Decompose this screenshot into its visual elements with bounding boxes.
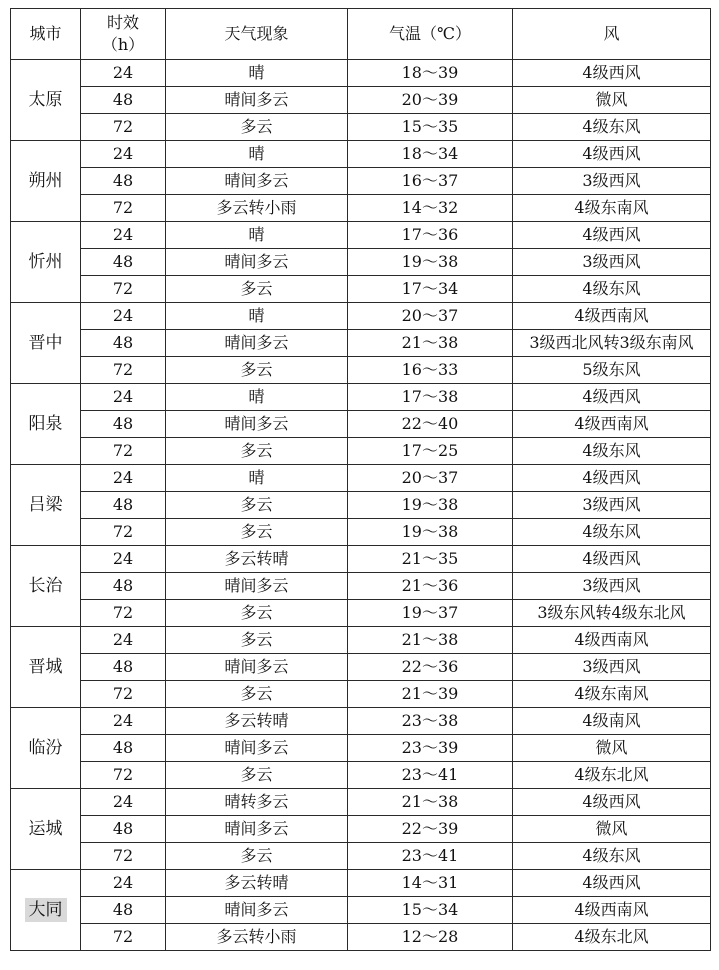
temperature-cell: 19～38 (348, 249, 513, 276)
wind-cell: 3级西北风转3级东南风 (513, 330, 711, 357)
validity-cell: 48 (81, 168, 166, 195)
weather-cell: 晴间多云 (166, 573, 348, 600)
wind-cell: 4级东南风 (513, 681, 711, 708)
wind-cell: 4级东风 (513, 519, 711, 546)
temperature-cell: 23～41 (348, 843, 513, 870)
city-name-cell (11, 60, 81, 141)
city-name-cell (11, 546, 81, 627)
temperature-cell: 12～28 (348, 924, 513, 951)
temperature-cell: 22～36 (348, 654, 513, 681)
weather-cell: 晴间多云 (166, 654, 348, 681)
city-name: 晋城 (28, 657, 63, 677)
temperature-cell: 19～37 (348, 600, 513, 627)
validity-cell: 72 (81, 681, 166, 708)
table-row (11, 762, 711, 789)
temperature-cell: 21～38 (348, 330, 513, 357)
table-row (11, 654, 711, 681)
header-wind: 风 (513, 9, 711, 60)
weather-cell: 多云 (166, 681, 348, 708)
wind-cell: 4级西风 (513, 384, 711, 411)
forecast-body (11, 60, 711, 951)
city-name-cell (11, 789, 81, 870)
validity-cell: 48 (81, 411, 166, 438)
wind-cell: 4级东风 (513, 438, 711, 465)
header-weather: 天气现象 (166, 9, 348, 60)
weather-cell: 多云转小雨 (166, 195, 348, 222)
validity-cell: 24 (81, 708, 166, 735)
wind-cell: 4级西南风 (513, 411, 711, 438)
temperature-cell: 17～25 (348, 438, 513, 465)
validity-cell: 48 (81, 654, 166, 681)
table-row (11, 816, 711, 843)
temperature-cell: 18～39 (348, 60, 513, 87)
table-row (11, 627, 711, 654)
wind-cell: 3级西风 (513, 168, 711, 195)
temperature-cell: 16～33 (348, 357, 513, 384)
wind-cell: 微风 (513, 735, 711, 762)
wind-cell: 4级东北风 (513, 924, 711, 951)
temperature-cell: 15～34 (348, 897, 513, 924)
temperature-cell: 16～37 (348, 168, 513, 195)
weather-cell: 晴 (166, 465, 348, 492)
city-name: 临汾 (28, 738, 63, 758)
header-city: 城市 (11, 9, 81, 60)
header-validity (81, 9, 166, 60)
temperature-cell: 21～38 (348, 789, 513, 816)
wind-cell: 4级东风 (513, 843, 711, 870)
table-row (11, 924, 711, 951)
validity-cell: 24 (81, 627, 166, 654)
wind-cell: 4级东风 (513, 276, 711, 303)
city-name: 运城 (28, 819, 63, 839)
wind-cell: 4级西风 (513, 60, 711, 87)
weather-cell: 晴间多云 (166, 168, 348, 195)
forecast-table-wrapper (10, 8, 711, 951)
wind-cell: 4级西风 (513, 222, 711, 249)
city-name: 忻州 (28, 252, 63, 272)
city-name: 长治 (28, 576, 63, 596)
weather-cell: 多云转小雨 (166, 924, 348, 951)
table-row (11, 168, 711, 195)
temperature-cell: 20～37 (348, 465, 513, 492)
table-row (11, 330, 711, 357)
wind-cell: 4级西南风 (513, 627, 711, 654)
temperature-cell: 22～40 (348, 411, 513, 438)
table-row (11, 303, 711, 330)
weather-cell: 多云 (166, 357, 348, 384)
temperature-cell: 14～32 (348, 195, 513, 222)
table-row (11, 897, 711, 924)
wind-cell: 3级西风 (513, 492, 711, 519)
wind-cell: 3级西风 (513, 654, 711, 681)
wind-cell: 4级西风 (513, 789, 711, 816)
temperature-cell: 15～35 (348, 114, 513, 141)
weather-cell: 多云 (166, 762, 348, 789)
validity-cell: 72 (81, 438, 166, 465)
table-row (11, 384, 711, 411)
weather-cell: 多云 (166, 600, 348, 627)
city-name-cell (11, 384, 81, 465)
weather-cell: 晴转多云 (166, 789, 348, 816)
weather-cell: 晴 (166, 141, 348, 168)
validity-cell: 24 (81, 870, 166, 897)
validity-cell: 48 (81, 897, 166, 924)
validity-cell: 72 (81, 762, 166, 789)
header-validity-line1: 时效 (106, 13, 139, 32)
table-row (11, 573, 711, 600)
temperature-cell: 21～36 (348, 573, 513, 600)
table-row (11, 546, 711, 573)
wind-cell: 4级西南风 (513, 303, 711, 330)
validity-cell: 48 (81, 816, 166, 843)
weather-cell: 多云转晴 (166, 708, 348, 735)
wind-cell: 4级西风 (513, 465, 711, 492)
weather-cell: 晴间多云 (166, 816, 348, 843)
validity-cell: 24 (81, 546, 166, 573)
wind-cell: 3级西风 (513, 249, 711, 276)
wind-cell: 4级西风 (513, 546, 711, 573)
validity-cell: 72 (81, 843, 166, 870)
validity-cell: 24 (81, 60, 166, 87)
validity-cell: 72 (81, 600, 166, 627)
table-row (11, 114, 711, 141)
weather-cell: 晴 (166, 222, 348, 249)
city-name: 阳泉 (28, 414, 63, 434)
table-row (11, 789, 711, 816)
weather-cell: 多云转晴 (166, 546, 348, 573)
weather-cell: 晴间多云 (166, 411, 348, 438)
weather-cell: 多云转晴 (166, 870, 348, 897)
weather-cell: 多云 (166, 843, 348, 870)
table-row (11, 222, 711, 249)
weather-cell: 多云 (166, 438, 348, 465)
wind-cell: 4级东南风 (513, 195, 711, 222)
validity-cell: 72 (81, 357, 166, 384)
validity-cell: 24 (81, 384, 166, 411)
wind-cell: 4级西南风 (513, 897, 711, 924)
validity-cell: 48 (81, 87, 166, 114)
weather-cell: 晴 (166, 384, 348, 411)
temperature-cell: 17～34 (348, 276, 513, 303)
header-row (11, 9, 711, 60)
temperature-cell: 14～31 (348, 870, 513, 897)
temperature-cell: 21～39 (348, 681, 513, 708)
weather-cell: 多云 (166, 519, 348, 546)
validity-cell: 24 (81, 141, 166, 168)
temperature-cell: 21～38 (348, 627, 513, 654)
city-name-cell (11, 465, 81, 546)
table-row (11, 249, 711, 276)
wind-cell: 4级东北风 (513, 762, 711, 789)
wind-cell: 4级东风 (513, 114, 711, 141)
wind-cell: 3级东风转4级东北风 (513, 600, 711, 627)
table-row (11, 843, 711, 870)
weather-cell: 晴间多云 (166, 330, 348, 357)
temperature-cell: 19～38 (348, 492, 513, 519)
table-row (11, 735, 711, 762)
temperature-cell: 17～36 (348, 222, 513, 249)
city-name-cell (11, 303, 81, 384)
validity-cell: 72 (81, 114, 166, 141)
wind-cell: 4级西风 (513, 870, 711, 897)
city-name: 晋中 (28, 333, 63, 353)
table-row (11, 357, 711, 384)
table-row (11, 681, 711, 708)
weather-cell: 晴间多云 (166, 897, 348, 924)
table-row (11, 141, 711, 168)
table-row (11, 276, 711, 303)
table-row (11, 870, 711, 897)
temperature-cell: 21～35 (348, 546, 513, 573)
validity-cell: 48 (81, 735, 166, 762)
weather-cell: 晴间多云 (166, 87, 348, 114)
temperature-cell: 19～38 (348, 519, 513, 546)
table-row (11, 411, 711, 438)
table-row (11, 708, 711, 735)
validity-cell: 72 (81, 519, 166, 546)
weather-cell: 多云 (166, 627, 348, 654)
table-row (11, 195, 711, 222)
wind-cell: 3级西风 (513, 573, 711, 600)
validity-cell: 48 (81, 249, 166, 276)
wind-cell: 微风 (513, 87, 711, 114)
temperature-cell: 22～39 (348, 816, 513, 843)
weather-cell: 晴间多云 (166, 249, 348, 276)
validity-cell: 24 (81, 789, 166, 816)
temperature-cell: 20～37 (348, 303, 513, 330)
city-name: 吕梁 (28, 495, 63, 515)
table-row (11, 60, 711, 87)
header-validity-line2: （h） (101, 35, 145, 54)
validity-cell: 24 (81, 303, 166, 330)
temperature-cell: 18～34 (348, 141, 513, 168)
validity-cell: 72 (81, 276, 166, 303)
city-name: 太原 (28, 90, 63, 110)
validity-cell: 24 (81, 222, 166, 249)
temperature-cell: 23～39 (348, 735, 513, 762)
temperature-cell: 17～38 (348, 384, 513, 411)
weather-cell: 晴间多云 (166, 735, 348, 762)
validity-cell: 72 (81, 195, 166, 222)
weather-cell: 多云 (166, 114, 348, 141)
city-name-cell (11, 141, 81, 222)
table-row (11, 465, 711, 492)
weather-cell: 晴 (166, 60, 348, 87)
table-row (11, 87, 711, 114)
validity-cell: 72 (81, 924, 166, 951)
wind-cell: 微风 (513, 816, 711, 843)
city-name: 朔州 (28, 171, 63, 191)
validity-cell: 24 (81, 465, 166, 492)
weather-cell: 多云 (166, 492, 348, 519)
validity-cell: 48 (81, 330, 166, 357)
city-name-cell (11, 222, 81, 303)
validity-cell: 48 (81, 573, 166, 600)
header-temperature: 气温（℃） (348, 9, 513, 60)
table-row (11, 519, 711, 546)
table-row (11, 438, 711, 465)
city-name-cell (11, 870, 81, 951)
wind-cell: 4级南风 (513, 708, 711, 735)
city-name: 大同 (25, 898, 67, 922)
table-row (11, 600, 711, 627)
wind-cell: 5级东风 (513, 357, 711, 384)
validity-cell: 48 (81, 492, 166, 519)
weather-cell: 晴 (166, 303, 348, 330)
city-name-cell (11, 708, 81, 789)
forecast-table (10, 8, 711, 951)
temperature-cell: 23～38 (348, 708, 513, 735)
temperature-cell: 23～41 (348, 762, 513, 789)
wind-cell: 4级西风 (513, 141, 711, 168)
table-row (11, 492, 711, 519)
weather-cell: 多云 (166, 276, 348, 303)
city-name-cell (11, 627, 81, 708)
temperature-cell: 20～39 (348, 87, 513, 114)
